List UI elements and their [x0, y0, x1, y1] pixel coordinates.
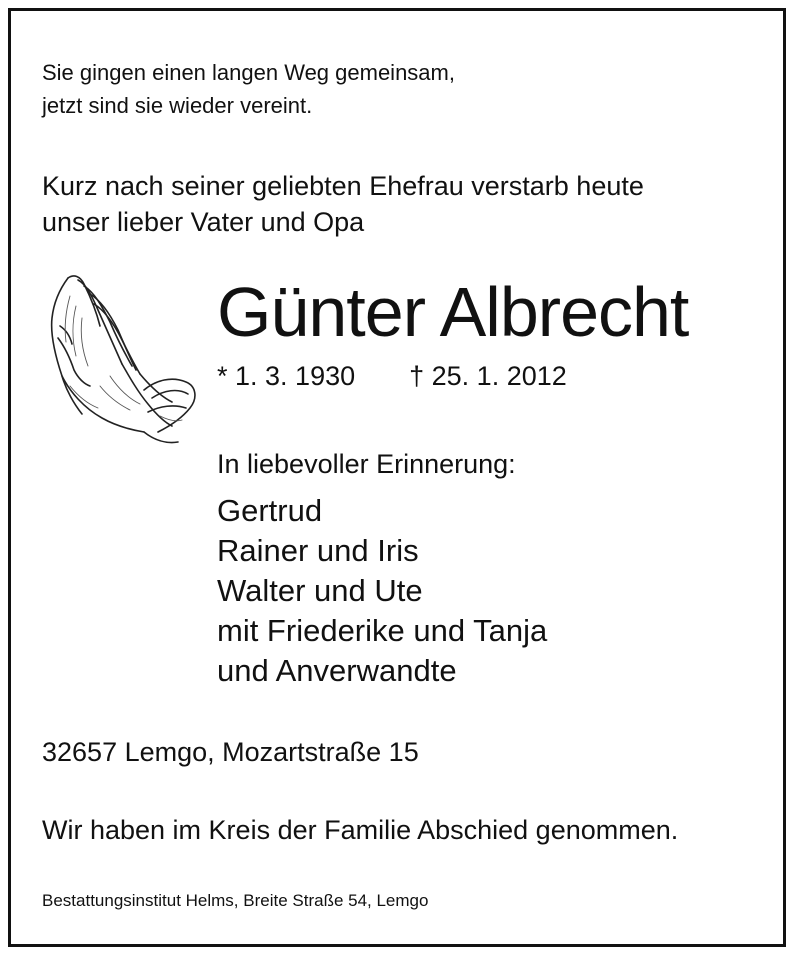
- death-date: † 25. 1. 2012: [409, 361, 567, 391]
- mourner: Gertrud: [217, 493, 323, 528]
- intro-line-1: Kurz nach seiner geliebten Ehefrau verstarb heute: [42, 171, 644, 201]
- farewell-text: Wir haben im Kreis der Familie Abschied genommen.: [42, 815, 679, 845]
- verse: [42, 56, 455, 122]
- mourner: und Anverwandte: [217, 653, 457, 688]
- address: 32657 Lemgo, Mozartstraße 15: [42, 737, 419, 767]
- praying-hands-icon: [40, 266, 200, 451]
- mourners-list: [217, 491, 547, 691]
- verse-line-1: Sie gingen einen langen Weg gemeinsam,: [42, 60, 455, 85]
- deceased-name: Günter Albrecht: [217, 273, 689, 351]
- mourner: mit Friederike und Tanja: [217, 613, 548, 648]
- verse-line-2: jetzt sind sie wieder vereint.: [42, 93, 313, 118]
- memory-heading: In liebevoller Erinnerung:: [217, 449, 516, 479]
- undertaker-info: Bestattungsinstitut Helms, Breite Straße 54, Lemgo: [42, 891, 429, 910]
- mourner: Walter und Ute: [217, 573, 423, 608]
- intro-line-2: unser lieber Vater und Opa: [42, 207, 365, 237]
- birth-date: * 1. 3. 1930: [217, 361, 356, 391]
- life-dates: [217, 358, 567, 394]
- mourner: Rainer und Iris: [217, 533, 419, 568]
- intro-text: [42, 168, 644, 240]
